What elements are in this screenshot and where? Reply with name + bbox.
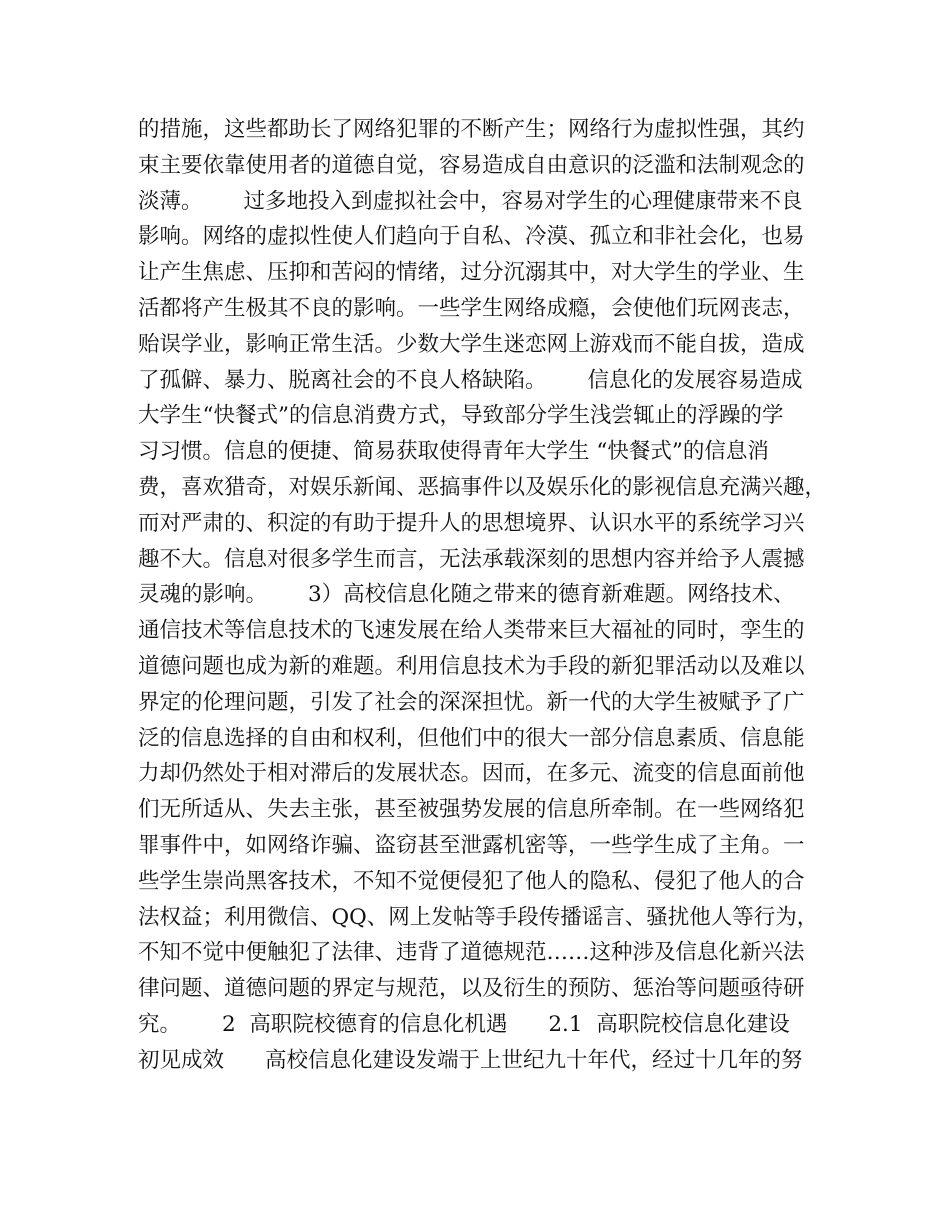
text-line: 罪事件中，如网络诈骗、盗窃甚至泄露机密等，一些学生成了主角。一 [138,832,805,858]
text-line: 的措施，这些都助长了网络犯罪的不断产生；网络行为虚拟性强，其约 [138,117,805,142]
text-line: 灵魂的影响。 3）高校信息化随之带来的德育新难题。网络技术、 [138,582,795,608]
text-line: 法权益；利用微信、QQ、网上发帖等手段传播谣言、骚扰他人等行为， [138,904,819,930]
text-line: 贻误学业，影响正常生活。少数大学生迷恋网上游戏而不能自拔，造成 [138,331,805,357]
text-line: 而对严肃的、积淀的有助于提升人的思想境界、认识水平的系统学习兴 [138,510,805,536]
text-line: 习习惯。信息的便捷、简易获取使得青年大学生 “快餐式”的信息消 [138,439,769,465]
text-line: 些学生崇尚黑客技术，不知不觉便侵犯了他人的隐私、侵犯了他人的合 [138,868,805,894]
text-line: 束主要依靠使用者的道德自觉，容易造成自由意识的泛滥和法制观念的 [138,152,805,178]
text-line: 们无所适从、失去主张，甚至被强势发展的信息所牵制。在一些网络犯 [138,797,805,823]
text-line: 律问题、道德问题的界定与规范，以及衍生的预防、惩治等问题亟待研 [138,976,805,1002]
text-line: 大学生“快餐式”的信息消费方式，导致部分学生浅尝辄止的浮躁的学 [138,403,784,429]
text-line: 道德问题也成为新的难题。利用信息技术为手段的新犯罪活动以及难以 [138,653,805,679]
text-line: 力却仍然处于相对滞后的发展状态。因而，在多元、流变的信息面前他 [138,761,805,787]
text-line: 通信技术等信息技术的飞速发展在给人类带来巨大福祉的同时，孪生的 [138,618,805,644]
text-line: 初见成效 高校信息化建设发端于上世纪九十年代，经过十几年的努 [138,1047,803,1073]
text-line: 费，喜欢猎奇，对娱乐新闻、恶搞事件以及娱乐化的影视信息充满兴趣， [138,474,827,500]
text-line: 影响。网络的虚拟性使人们趋向于自私、冷漠、孤立和非社会化，也易 [138,224,805,250]
text-line: 了孤僻、暴力、脱离社会的不良人格缺陷。 信息化的发展容易造成 [138,367,803,393]
text-line: 界定的伦理问题，引发了社会的深深担忧。新一代的大学生被赋予了广 [138,689,805,715]
text-line: 让产生焦虑、压抑和苦闷的情绪，过分沉溺其中，对大学生的学业、生 [138,260,805,286]
text-line: 活都将产生极其不良的影响。一些学生网络成瘾，会使他们玩网丧志， [138,295,805,321]
text-line: 淡薄。 过多地投入到虚拟社会中，容易对学生的心理健康带来不良 [138,188,803,214]
text-line: 究。 2 高职院校德育的信息化机遇 2.1 高职院校信息化建设 [138,1011,790,1037]
body-text [138,112,828,1079]
text-line: 泛的信息选择的自由和权利，但他们中的很大一部分信息素质、信息能 [138,725,805,751]
text-line: 不知不觉中便触犯了法律、违背了道德规范……这种涉及信息化新兴法 [138,940,805,966]
text-line: 趣不大。信息对很多学生而言，无法承载深刻的思想内容并给予人震撼 [138,546,805,572]
